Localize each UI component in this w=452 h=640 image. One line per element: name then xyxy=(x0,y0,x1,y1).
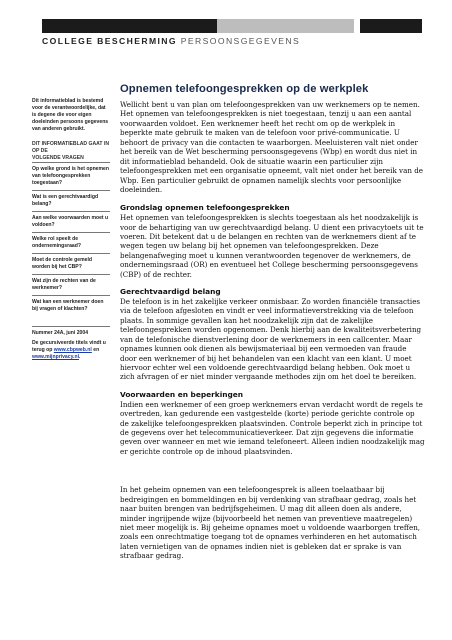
section-heading: Gerechtvaardigd belang xyxy=(120,287,221,297)
logo-bar xyxy=(42,19,422,33)
sidebar-subtitle-line1: DIT INFORMATIEBLAD GAAT IN OP DE xyxy=(32,141,110,155)
sidebar-question: Wat zijn de rechten van de werknemer? xyxy=(32,274,110,295)
section-heading: Grondslag opnemen telefoongesprekken xyxy=(120,203,290,213)
section-heading: Voorwaarden en beperkingen xyxy=(120,389,244,399)
section-body: Indien een werknemer of een groep werknemers ervan verdacht wordt de regels te overtreden, kan gedurende een vastgestelde (korte) periode gerichte controle op de zakelijke telefoongesprekken plaatsvinden. Controle beperkt zich in principe tot de gegevens over het telecommunicatieverkeer. Dat zijn gegevens die informatie geven over wanneer en met wie iemand telefoneert. Alleen indien noodzakelijk mag er gerichte controle op de inhoud plaatsvinden. xyxy=(120,399,425,456)
sidebar-question: Aan welke voorwaarden moet u voldoen? xyxy=(32,211,110,232)
sidebar-subtitle xyxy=(32,141,110,162)
page-title: Opnemen telefoongesprekken op de werkplek xyxy=(120,83,369,95)
issue-number: Nummer 24A, juni 2004 xyxy=(32,326,110,337)
spacer xyxy=(120,464,425,485)
section-body: De telefoon is in het zakelijke verkeer onmisbaar. Zo worden financiële transacties via de telefoon afgesloten en vindt er veel informatieverstrekking via de telefoon plaats. In sommige gevallen kan het noodzakelijk zijn dat de zakelijke telefoongesprekken worden opgenomen. Denk hierbij aan de kwaliteitsverbetering van de telefonische dienstverlening door de werknemers in een callcenter. Maar opnames kunnen ook dienen als bewijsmateriaal bij een vermoeden van fraude door een werknemer of bij het behandelen van een klacht van een klant. U moet hiervoor echter wel een voldoende gerechtvaardigd belang hebben. Ook moet u zich afvragen of er niet minder vergaande methodes zijn om het doel te bereiken. xyxy=(120,296,422,382)
sidebar-question: Wat is een gerechtvaardigd belang? xyxy=(32,190,110,211)
intro-paragraph: Wellicht bent u van plan om telefoongesprekken van uw werknemers op te nemen. Het opnemen van telefoongesprekken is niet toegestaan, tenzij u aan een aantal voorwaarden voldoet. Een werknemer heeft het recht om op de werkplek in beperkte mate gebruik te maken van de telefoon voor privé-communicatie. U behoort de privacy van die contacten te waarborgen. Meeluisteren valt niet onder het bereik van de Wet bescherming persoonsgegevens (Wbp) en wordt dus niet in dit informatieblad behandeld. Ook de situatie waarin een particulier zijn telefoongesprekken met een organisatie opneemt, valt niet onder het bereik van de Wbp. Een particulier gebruikt de opnamen namelijk slechts voor persoonlijke doeleinden. xyxy=(120,100,423,194)
cbp-logo xyxy=(42,19,422,46)
sidebar-question: Moet de controle gemeld worden bij het CBP? xyxy=(32,253,110,274)
links-end: . xyxy=(79,354,81,361)
section-body: Het opnemen van telefoongesprekken is slechts toegestaan als het noodzakelijk is voor de behartiging van uw gerechtvaardigd belang. U dient een privacytoets uit te voeren. Dit betekent dat u de belangen en rechten van de werknemers dient af te wegen tegen uw belang bij het opnemen van telefoongesprekken. Deze belangenafweging moet u kunnen verantwoorden tegenover de werknemers, de ondernemingsraad (OR) en eventueel het College bescherming persoonsgegevens (CBP) of de rechter. xyxy=(120,213,424,279)
sidebar xyxy=(32,98,110,361)
sidebar-subtitle-line2: VOLGENDE VRAGEN xyxy=(32,155,84,162)
sidebar-question: Op welke grond is het opnemen van telefoongesprekken toegestaan? xyxy=(32,162,110,190)
links-and: en xyxy=(93,347,100,354)
org-name-part1: COLLEGE BESCHERMING xyxy=(42,36,177,46)
links-text: De gecursiveerde titels vindt u terug op xyxy=(32,340,106,354)
logo-bar-grey xyxy=(217,19,354,33)
sidebar-links xyxy=(32,340,110,361)
section xyxy=(120,203,425,279)
section xyxy=(120,287,425,382)
link-mijnprivacy[interactable]: www.mijnprivacy.nl xyxy=(32,354,79,361)
organization-name xyxy=(42,36,422,46)
link-cbpweb[interactable]: www.cbpweb.nl xyxy=(53,347,92,354)
section xyxy=(120,390,425,456)
closing-paragraph: In het geheim opnemen van een telefoongesprek is alleen toelaatbaar bij bedreigingen en bommeldingen en bij verdenking van strafbaar gedrag, zoals het naar buiten brengen van bedrijfsgeheimen. U mag dit alleen doen als andere, minder ingrijpende wijze (bijvoorbeeld het nemen van preventieve maatregelen) niet meer mogelijk is. Bij geheime opnames moet u voldoende waarborgen treffen, zoals een onrechtmatige toegang tot de opnames verhinderen en het automatisch laten vernietigen van de opnames indien niet is gebleken dat er sprake is van strafbaar gedrag. xyxy=(120,485,421,561)
sidebar-intro: Dit informatieblad is bestemd voor de verantwoordelijke, dat is degene die voor eigen doeleinden persoons gegevens van anderen gebruikt. xyxy=(32,98,109,133)
main-content xyxy=(120,100,425,570)
logo-bar-dark xyxy=(42,19,217,33)
logo-bar-dark-end xyxy=(360,19,422,33)
sidebar-question: Wat kan een werknemer doen bij vragen of klachten? xyxy=(32,295,110,316)
org-name-part2: PERSOONSGEGEVENS xyxy=(180,36,301,46)
sidebar-question: Welke rol speelt de ondernemingsraad? xyxy=(32,232,110,253)
